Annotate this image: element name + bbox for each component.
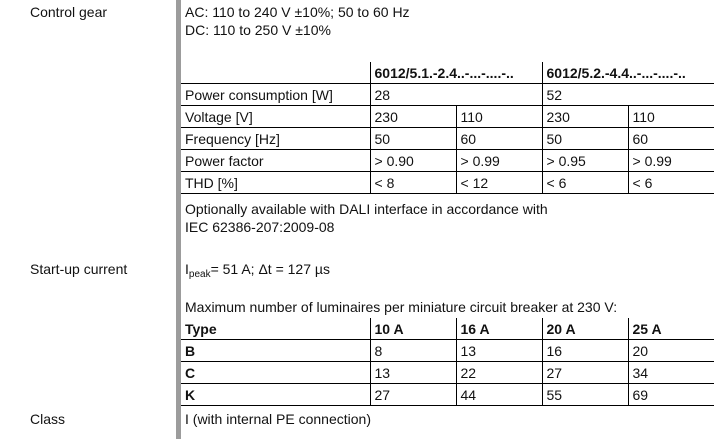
table-cell: 27 [542, 362, 628, 384]
control-gear-label: Control gear [30, 4, 108, 20]
table-row [181, 362, 714, 384]
table-cell: 52 [542, 84, 714, 106]
table-cell: 230 [370, 106, 456, 128]
table-header-cell: 6012/5.1.-2.4..-...-....-.. [370, 62, 542, 84]
table-cell: 60 [628, 128, 714, 150]
table-cell: 60 [456, 128, 542, 150]
table-cell: 110 [628, 106, 714, 128]
table-header-cell: 16 A [456, 318, 542, 340]
class-value: I (with internal PE connection) [185, 411, 371, 427]
table-cell: 20 [628, 340, 714, 362]
table-cell: 8 [370, 340, 456, 362]
table-cell: Frequency [Hz] [181, 128, 370, 150]
dc-supply-text: DC: 110 to 250 V ±10% [185, 22, 331, 38]
table-row [181, 84, 714, 106]
table-cell: THD [%] [181, 172, 370, 194]
table-header-cell: 25 A [628, 318, 714, 340]
table-header-cell [181, 62, 370, 84]
table-cell: 28 [370, 84, 542, 106]
table-header-cell: 20 A [542, 318, 628, 340]
startup-current-value [185, 261, 330, 278]
table-header-cell: 6012/5.2.-4.4..-...-....-.. [542, 62, 714, 84]
table-cell: 230 [542, 106, 628, 128]
table-row [181, 150, 714, 172]
table-header-row [181, 318, 714, 340]
table-cell: 27 [370, 384, 456, 406]
table-cell: 22 [456, 362, 542, 384]
table-cell: K [181, 384, 370, 406]
current-symbol: I [185, 261, 189, 277]
table-cell: C [181, 362, 370, 384]
table-cell: B [181, 340, 370, 362]
table-cell: < 12 [456, 172, 542, 194]
table-cell: < 6 [628, 172, 714, 194]
table-cell: 16 [542, 340, 628, 362]
table-row [181, 172, 714, 194]
breaker-caption: Maximum number of luminaires per miniature circuit breaker at 230 V: [185, 299, 618, 315]
startup-current-label: Start-up current [30, 261, 128, 277]
table-cell: Power factor [181, 150, 370, 172]
table-cell: > 0.95 [542, 150, 628, 172]
breaker-table [181, 318, 714, 406]
table-cell: 44 [456, 384, 542, 406]
table-cell: 13 [370, 362, 456, 384]
table-row [181, 106, 714, 128]
table-cell: 110 [456, 106, 542, 128]
table-cell: < 6 [542, 172, 628, 194]
current-value-text: = 51 A; Δt = 127 µs [210, 261, 330, 277]
ac-supply-text: AC: 110 to 240 V ±10%; 50 to 60 Hz [185, 4, 410, 20]
table-header-cell: Type [185, 320, 217, 337]
table-cell: < 8 [370, 172, 456, 194]
class-label: Class [30, 411, 66, 427]
table-header-row [181, 62, 714, 84]
table-header-cell: 10 A [370, 318, 456, 340]
dali-note-line1: Optionally available with DALI interface in accordance with [185, 201, 548, 217]
current-subscript: peak [188, 269, 211, 280]
table-cell: 55 [542, 384, 628, 406]
table-cell: 13 [456, 340, 542, 362]
table-row [181, 340, 714, 362]
table-cell: 69 [628, 384, 714, 406]
table-cell: 34 [628, 362, 714, 384]
table-row [181, 128, 714, 150]
table-row [181, 384, 714, 406]
control-gear-table [181, 62, 714, 194]
table-cell: 50 [542, 128, 628, 150]
table-cell: Voltage [V] [181, 106, 370, 128]
dali-note-line2: IEC 62386-207:2009-08 [185, 219, 335, 235]
table-cell: > 0.99 [456, 150, 542, 172]
table-cell: > 0.99 [628, 150, 714, 172]
table-cell: > 0.90 [370, 150, 456, 172]
table-cell: 50 [370, 128, 456, 150]
table-cell: Power consumption [W] [181, 84, 370, 106]
